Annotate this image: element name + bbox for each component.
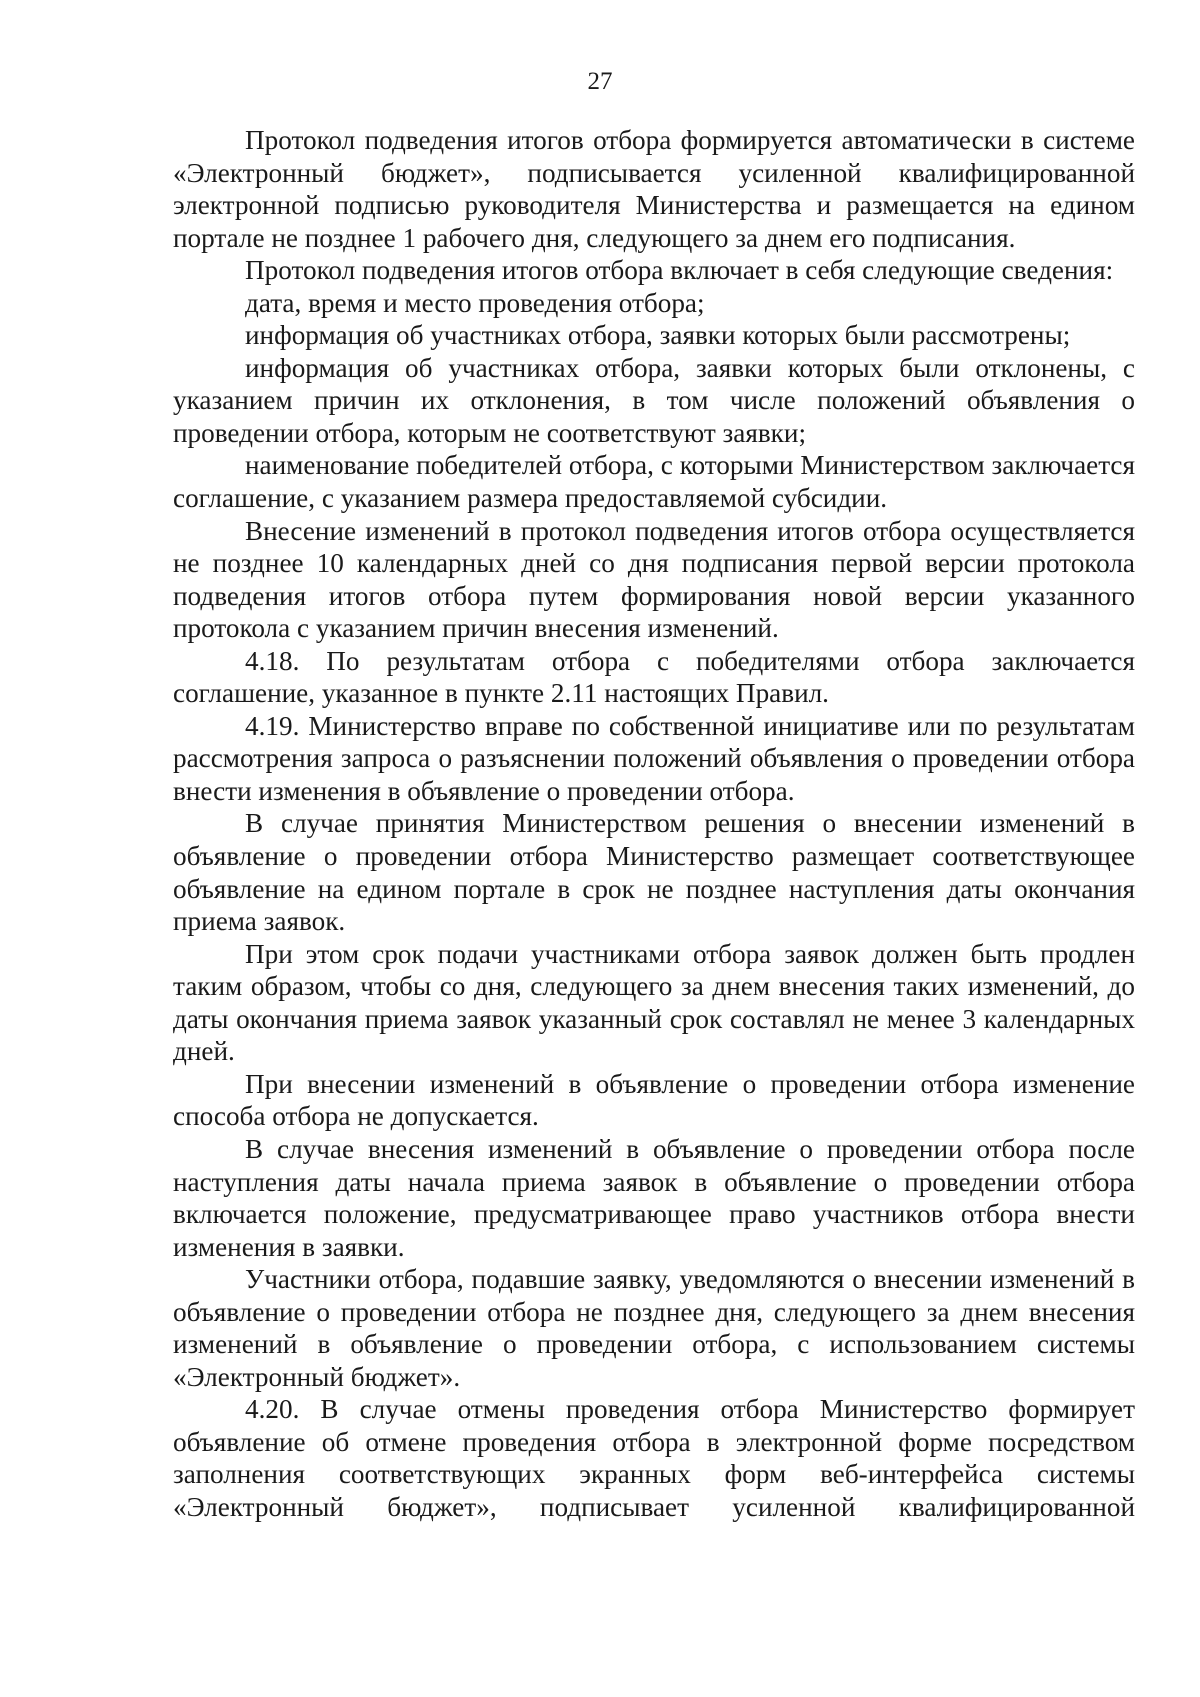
paragraph-participant-notification: Участники отбора, подавшие заявку, уведомляются о внесении изменений в объявление о проведении отбора не позднее дня, следующего за днем внесения изменений в объявление о проведении отбора, с использованием системы «Электронный бюджет». <box>173 1264 1135 1392</box>
paragraph-announcement-changes: В случае принятия Министерством решения о внесении изменений в объявление о проведении отбора Министерство размещает соответствующее объявление на едином портале в срок не позднее наступления даты окончания приема заявок. <box>173 808 1135 937</box>
paragraph-deadline-extension: При этом срок подачи участниками отбора заявок должен быть продлен таким образом, чтобы со дня, следующего за днем внесения таких изменений, до даты окончания приема заявок указанный срок составлял не менее 3 календарных дней. <box>173 938 1135 1067</box>
document-body <box>173 124 1135 1524</box>
paragraph-changes-after-start: В случае внесения изменений в объявление о проведении отбора после наступления даты начала приема заявок в объявление о проведении отбора включается положение, предусматривающее право участников отбора внести изменения в заявки. <box>173 1133 1135 1262</box>
paragraph-protocol-formation: Протокол подведения итогов отбора формируется автоматически в системе «Электронный бюджет», подписывается усиленной квалифицированной электронной подписью руководителя Министерства и размещается на едином портале не позднее 1 рабочего дня, следующего за днем его подписания. <box>173 125 1135 253</box>
paragraph-4-19: 4.19. Министерство вправе по собственной инициативе или по результатам рассмотрения запроса о разъяснении положений объявления о проведении отбора внести изменения в объявление о проведении отбора. <box>173 710 1135 806</box>
paragraph-protocol-contents: Протокол подведения итогов отбора включает в себя следующие сведения: <box>245 255 1114 286</box>
paragraph-4-20: 4.20. В случае отмены проведения отбора Министерство формирует объявление об отмене проведения отбора в электронной форме посредством заполнения соответствующих экранных форм веб-интерфейса системы «Электронный бюджет», подписывает усиленной квалифицированной <box>173 1394 1135 1522</box>
list-item-date-time-place: дата, время и место проведения отбора; <box>245 287 705 318</box>
list-item-rejected-applications: информация об участниках отбора, заявки которых были отклонены, с указанием причин их отклонения, в том числе положений объявления о проведении отбора, которым не соответствуют заявки; <box>173 352 1135 448</box>
list-item-reviewed-applications: информация об участниках отбора, заявки которых были рассмотрены; <box>245 320 1071 351</box>
paragraph-protocol-amendments: Внесение изменений в протокол подведения итогов отбора осуществляется не позднее 10 календарных дней со дня подписания первой версии протокола подведения итогов отбора путем формирования новой версии указанного протокола с указанием причин внесения изменений. <box>173 515 1135 644</box>
paragraph-4-18: 4.18. По результатам отбора с победителями отбора заключается соглашение, указанное в пункте 2.11 настоящих Правил. <box>173 645 1135 709</box>
list-item-winners: наименование победителей отбора, с которыми Министерством заключается соглашение, с указанием размера предоставляемой субсидии. <box>173 450 1135 514</box>
page-number: 27 <box>587 68 613 95</box>
paragraph-method-unchanged: При внесении изменений в объявление о проведении отбора изменение способа отбора не допускается. <box>173 1068 1135 1132</box>
